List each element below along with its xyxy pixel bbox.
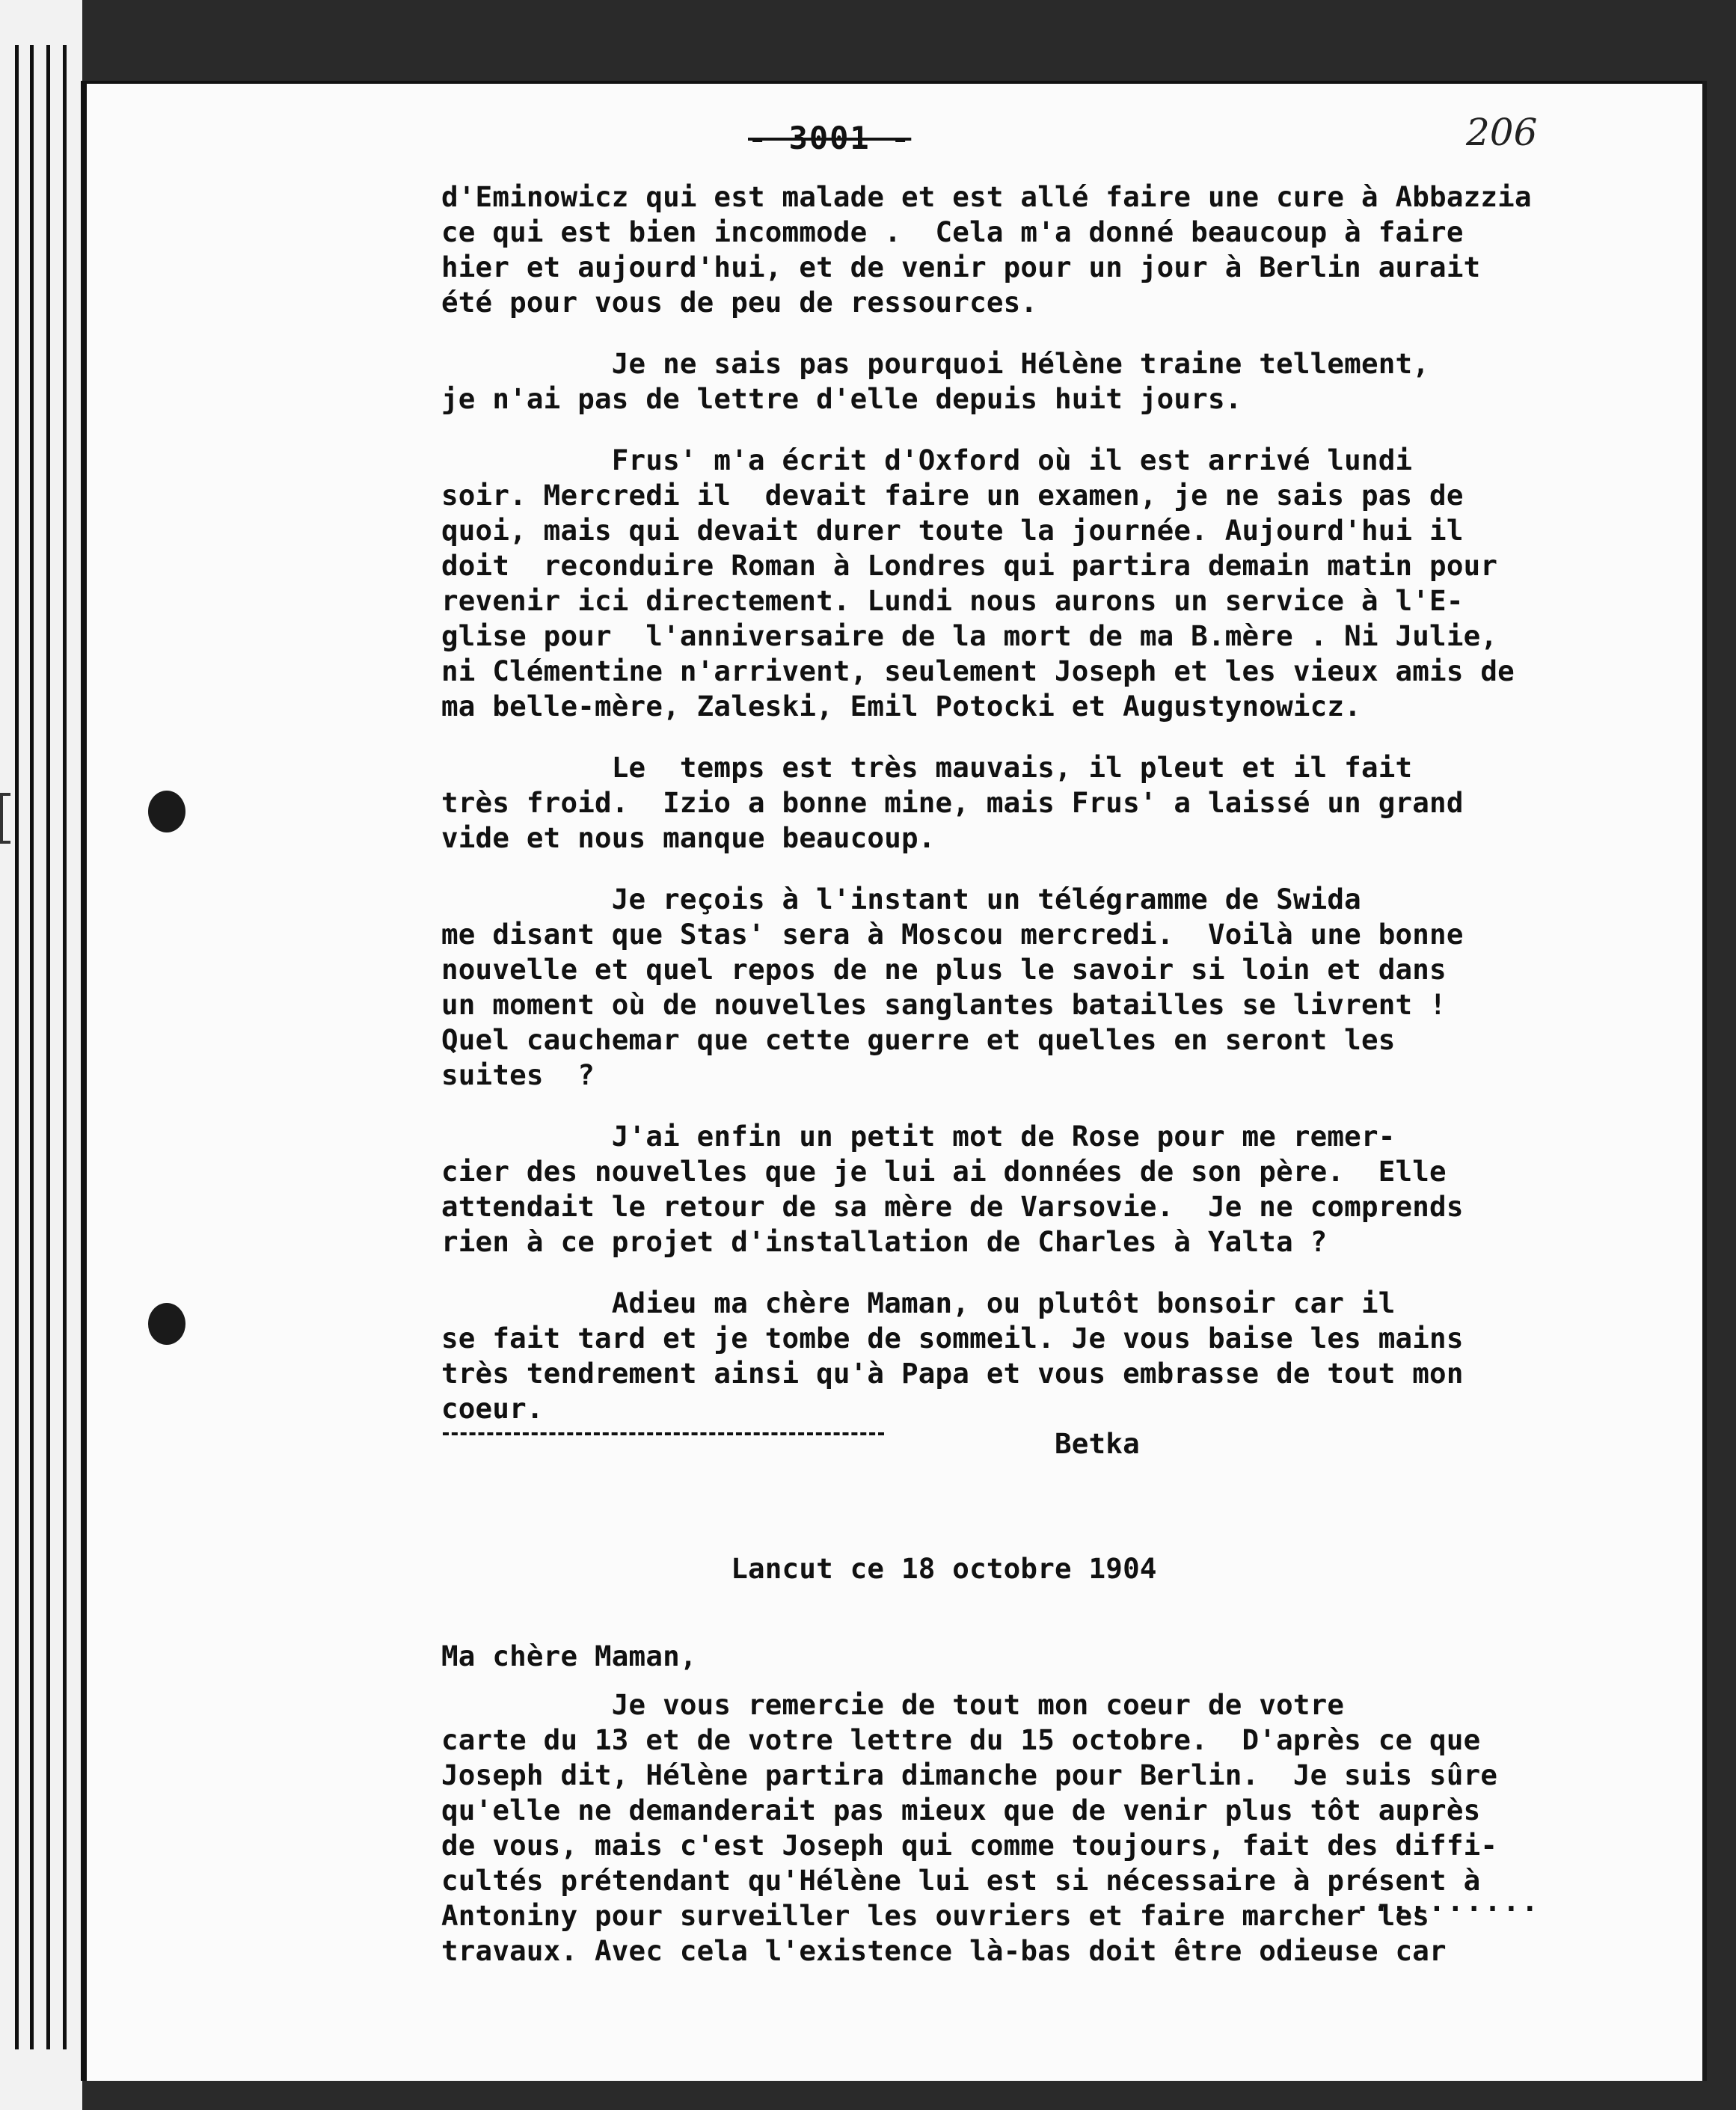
paragraph: Frus' m'a écrit d'Oxford où il est arrivé lundi soir. Mercredi il devait faire un examen, je ne sais pas de quoi, mais qui devait durer toute la journée. Aujourd'hui il doit reconduire Roman à Londres qui partira demain matin pour revenir ici directement. Lundi nous aurons un service à l'E- glise pour l'anniversaire de la mort de ma B.mère . Ni Julie, ni Clémentine n'arrivent, seulement Joseph et les vieux amis de ma belle-mère, Zaleski, Emil Potocki et Augustynowicz. — [441, 444, 1515, 723]
punch-hole — [148, 1303, 185, 1345]
page-edge-line — [46, 45, 50, 2049]
page-edge-line — [30, 45, 34, 2049]
letter-body — [441, 180, 1638, 1969]
letter-separator-rule — [443, 1432, 884, 1435]
signature: Betka — [441, 1427, 1140, 1460]
continuation-dots: .......... — [1354, 1885, 1540, 1918]
stacked-pages-edge — [0, 0, 82, 2110]
handwritten-folio-number: 206 — [1466, 111, 1538, 154]
salutation: Ma chère Maman, — [441, 1640, 697, 1672]
page-edge-line — [63, 45, 67, 2049]
paragraph: J'ai enfin un petit mot de Rose pour me remer- cier des nouvelles que je lui ai données de son père. Elle attendait le retour de sa mère de Varsovie. Je ne comprends rien à ce projet d'installation de Charles à Yalta ? — [441, 1120, 1464, 1258]
margin-bracket — [0, 793, 10, 844]
paragraph: Je vous remercie de tout mon coeur de votre carte du 13 et de votre lettre du 15 octobre. D'après ce que Joseph dit, Hélène partira dimanche pour Berlin. Je suis sûre qu'elle ne demanderait pas mieux que de venir plus tôt auprès de vous, mais c'est Joseph qui comme toujours, fait des diffi- cultés prétendant qu'Hélène lui est si nécessaire à présent à Antoniny pour surveiller les ouvriers et faire marcher les travaux. Avec cela l'existence là-bas doit être odieuse car — [441, 1688, 1498, 1967]
page-number: - 3001 - — [748, 120, 912, 156]
paragraph: d'Eminowicz qui est malade et est allé faire une cure à Abbazzia ce qui est bien incommode . Cela m'a donné beaucoup à faire hier et aujourd'hui, et de venir pour un jour à Berlin aurait été pour vous de peu de ressources. — [441, 180, 1532, 319]
paragraph: Adieu ma chère Maman, ou plutôt bonsoir car il se fait tard et je tombe de sommeil. Je vous baise les mains très tendrement ainsi qu'à Papa et vous embrasse de tout mon coeur. — [441, 1286, 1464, 1425]
paragraph: Je reçois à l'instant un télégramme de Swida me disant que Stas' sera à Moscou mercredi. Voilà une bonne nouvelle et quel repos de ne plus le savoir si loin et dans un moment où de nouvelles sanglantes batailles se livrent ! Quel cauchemar que cette guerre et quelles en seront les suites ? — [441, 883, 1464, 1091]
paragraph: Le temps est très mauvais, il pleut et il fait très froid. Izio a bonne mine, mais Frus' a laissé un grand vide et nous manque beaucoup. — [441, 751, 1464, 854]
paragraph: Je ne sais pas pourquoi Hélène traine tellement, je n'ai pas de lettre d'elle depuis huit jours. — [441, 347, 1430, 415]
punch-hole — [148, 791, 185, 832]
page-edge-line — [15, 45, 19, 2049]
dateline: Lancut ce 18 octobre 1904 — [441, 1552, 1157, 1585]
